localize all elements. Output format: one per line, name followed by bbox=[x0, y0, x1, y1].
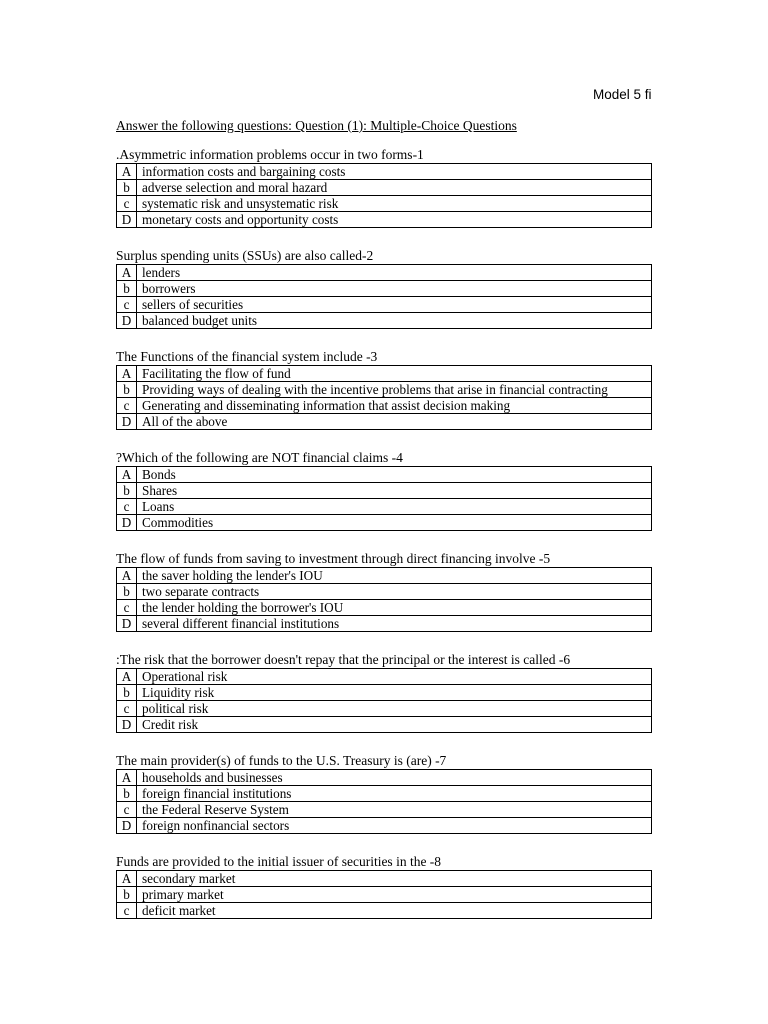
option-row bbox=[117, 212, 652, 228]
question-block bbox=[116, 853, 652, 919]
option-letter: D bbox=[117, 616, 137, 632]
option-letter: A bbox=[117, 871, 137, 887]
option-letter: D bbox=[117, 414, 137, 430]
option-letter: b bbox=[117, 281, 137, 297]
option-letter: A bbox=[117, 366, 137, 382]
option-text: the Federal Reserve System bbox=[137, 802, 652, 818]
question-text: Funds are provided to the initial issuer of securities in the -8 bbox=[116, 854, 442, 869]
options-table bbox=[116, 567, 652, 632]
option-row bbox=[117, 398, 652, 414]
option-row bbox=[117, 382, 652, 398]
option-letter: D bbox=[117, 818, 137, 834]
option-letter: c bbox=[117, 600, 137, 616]
options-table bbox=[116, 668, 652, 733]
option-text: sellers of securities bbox=[137, 297, 652, 313]
option-text: All of the above bbox=[137, 414, 652, 430]
option-row bbox=[117, 701, 652, 717]
option-text: borrowers bbox=[137, 281, 652, 297]
option-row bbox=[117, 568, 652, 584]
option-row bbox=[117, 887, 652, 903]
question-block bbox=[116, 247, 652, 329]
option-letter: c bbox=[117, 297, 137, 313]
option-text: political risk bbox=[137, 701, 652, 717]
option-text: information costs and bargaining costs bbox=[137, 164, 652, 180]
option-text: Loans bbox=[137, 499, 652, 515]
question-list bbox=[116, 146, 652, 938]
option-text: several different financial institutions bbox=[137, 616, 652, 632]
option-letter: b bbox=[117, 887, 137, 903]
question-text: ?Which of the following are NOT financial claims -4 bbox=[116, 450, 403, 465]
question-text: The flow of funds from saving to investment through direct financing involve -5 bbox=[116, 551, 551, 566]
option-row bbox=[117, 297, 652, 313]
option-letter: b bbox=[117, 685, 137, 701]
option-row bbox=[117, 717, 652, 733]
option-row bbox=[117, 483, 652, 499]
option-row bbox=[117, 786, 652, 802]
question-block bbox=[116, 348, 652, 430]
option-row bbox=[117, 770, 652, 786]
options-table bbox=[116, 769, 652, 834]
question-text: .Asymmetric information problems occur in two forms-1 bbox=[116, 147, 424, 162]
option-letter: A bbox=[117, 669, 137, 685]
option-row bbox=[117, 600, 652, 616]
options-table bbox=[116, 870, 652, 919]
option-text: Facilitating the flow of fund bbox=[137, 366, 652, 382]
option-row bbox=[117, 871, 652, 887]
option-text: adverse selection and moral hazard bbox=[137, 180, 652, 196]
option-text: Providing ways of dealing with the incentive problems that arise in financial contracting bbox=[137, 382, 652, 398]
option-row bbox=[117, 313, 652, 329]
option-text: Commodities bbox=[137, 515, 652, 531]
option-text: foreign financial institutions bbox=[137, 786, 652, 802]
options-table bbox=[116, 264, 652, 329]
option-row bbox=[117, 802, 652, 818]
option-text: systematic risk and unsystematic risk bbox=[137, 196, 652, 212]
option-row bbox=[117, 499, 652, 515]
question-block bbox=[116, 752, 652, 834]
option-letter: b bbox=[117, 382, 137, 398]
option-text: the saver holding the lender's IOU bbox=[137, 568, 652, 584]
option-row bbox=[117, 180, 652, 196]
option-row bbox=[117, 616, 652, 632]
question-block bbox=[116, 550, 652, 632]
option-text: two separate contracts bbox=[137, 584, 652, 600]
option-letter: A bbox=[117, 467, 137, 483]
option-letter: D bbox=[117, 515, 137, 531]
option-letter: A bbox=[117, 770, 137, 786]
option-letter: c bbox=[117, 499, 137, 515]
option-row bbox=[117, 196, 652, 212]
question-block bbox=[116, 146, 652, 228]
option-letter: A bbox=[117, 568, 137, 584]
option-letter: c bbox=[117, 802, 137, 818]
option-text: deficit market bbox=[137, 903, 652, 919]
option-text: balanced budget units bbox=[137, 313, 652, 329]
option-letter: b bbox=[117, 180, 137, 196]
option-letter: b bbox=[117, 584, 137, 600]
options-table bbox=[116, 163, 652, 228]
question-text: Surplus spending units (SSUs) are also called-2 bbox=[116, 248, 374, 263]
option-text: lenders bbox=[137, 265, 652, 281]
option-text: Credit risk bbox=[137, 717, 652, 733]
option-text: the lender holding the borrower's IOU bbox=[137, 600, 652, 616]
option-row bbox=[117, 467, 652, 483]
option-letter: D bbox=[117, 313, 137, 329]
question-text: The Functions of the financial system include -3 bbox=[116, 349, 378, 364]
option-row bbox=[117, 685, 652, 701]
option-text: Shares bbox=[137, 483, 652, 499]
option-text: Bonds bbox=[137, 467, 652, 483]
option-text: Operational risk bbox=[137, 669, 652, 685]
option-letter: A bbox=[117, 265, 137, 281]
option-row bbox=[117, 903, 652, 919]
option-letter: D bbox=[117, 717, 137, 733]
option-text: Generating and disseminating information that assist decision making bbox=[137, 398, 652, 414]
question-block bbox=[116, 651, 652, 733]
model-label: Model 5 fi bbox=[593, 87, 652, 102]
question-block bbox=[116, 449, 652, 531]
option-row bbox=[117, 281, 652, 297]
options-table bbox=[116, 365, 652, 430]
option-text: primary market bbox=[137, 887, 652, 903]
option-row bbox=[117, 265, 652, 281]
option-row bbox=[117, 584, 652, 600]
option-row bbox=[117, 669, 652, 685]
option-row bbox=[117, 366, 652, 382]
options-table bbox=[116, 466, 652, 531]
option-letter: c bbox=[117, 398, 137, 414]
option-row bbox=[117, 818, 652, 834]
option-letter: A bbox=[117, 164, 137, 180]
option-text: Liquidity risk bbox=[137, 685, 652, 701]
option-row bbox=[117, 414, 652, 430]
option-text: secondary market bbox=[137, 871, 652, 887]
option-text: households and businesses bbox=[137, 770, 652, 786]
page-title: Answer the following questions: Question (1): Multiple-Choice Questions bbox=[116, 118, 517, 133]
option-text: foreign nonfinancial sectors bbox=[137, 818, 652, 834]
option-letter: b bbox=[117, 483, 137, 499]
question-text: The main provider(s) of funds to the U.S. Treasury is (are) -7 bbox=[116, 753, 447, 768]
option-letter: b bbox=[117, 786, 137, 802]
option-letter: c bbox=[117, 903, 137, 919]
option-letter: D bbox=[117, 212, 137, 228]
option-letter: c bbox=[117, 701, 137, 717]
option-text: monetary costs and opportunity costs bbox=[137, 212, 652, 228]
question-text: :The risk that the borrower doesn't repay that the principal or the interest is called -6 bbox=[116, 652, 571, 667]
option-letter: c bbox=[117, 196, 137, 212]
option-row bbox=[117, 164, 652, 180]
option-row bbox=[117, 515, 652, 531]
